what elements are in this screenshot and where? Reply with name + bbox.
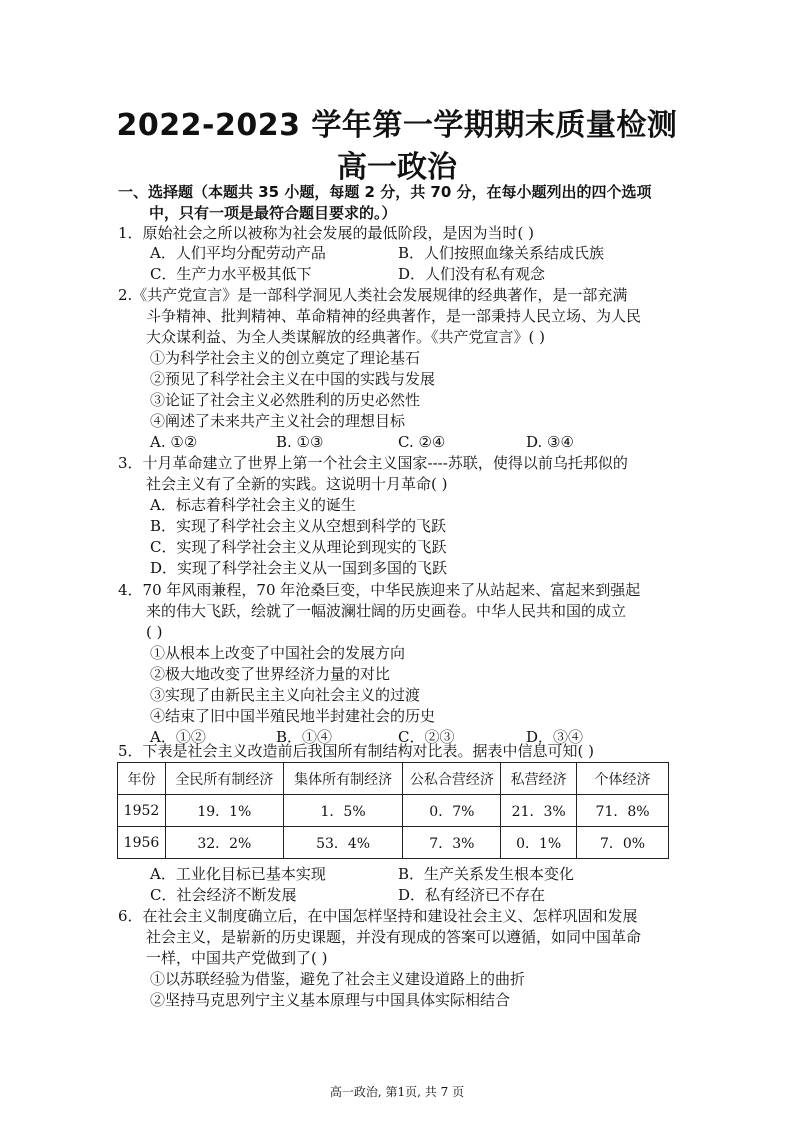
table-cell: 53．4% xyxy=(283,827,403,859)
q4-statement-4: ④结束了旧中国半殖民地半封建社会的历史 xyxy=(150,707,436,725)
q6-statement-2: ②坚持马克思列宁主义基本原理与中国具体实际相结合 xyxy=(150,991,511,1009)
q4-option-a: A．①② xyxy=(150,728,206,746)
table-cell: 7．3% xyxy=(403,827,501,859)
q5-option-d: D．私有经济已不存在 xyxy=(398,886,546,904)
section-heading-line2: 中，只有一项是最符合题目要求的。） xyxy=(149,204,397,222)
q2-statement-4: ④阐述了未来共产主义社会的理想目标 xyxy=(150,412,406,430)
table-header-cell: 集体所有制经济 xyxy=(283,763,403,795)
exam-title: 2022-2023 学年第一学期期末质量检测 xyxy=(116,108,678,143)
table-cell: 19．1% xyxy=(165,795,283,827)
q3-option-d: D．实现了科学社会主义从一国到多国的飞跃 xyxy=(150,559,448,577)
q1-option-c: C．生产力水平极其低下 xyxy=(150,265,312,283)
table-cell: 1956 xyxy=(118,827,166,859)
q4-statement-1: ①从根本上改变了中国社会的发展方向 xyxy=(150,644,406,662)
q4-statement-3: ③实现了由新民主主义向社会主义的过渡 xyxy=(150,686,421,704)
section-heading xyxy=(118,182,678,224)
table-cell: 1952 xyxy=(118,795,166,827)
q5-option-b: B．生产关系发生根本变化 xyxy=(398,865,575,883)
table-cell: 21．3% xyxy=(501,795,577,827)
subject-title: 高一政治 xyxy=(337,150,457,185)
table-row xyxy=(118,795,669,827)
q5-option-c: C．社会经济不断发展 xyxy=(150,886,297,904)
q3-option-b: B．实现了科学社会主义从空想到科学的飞跃 xyxy=(150,517,447,535)
table-header-cell: 全民所有制经济 xyxy=(165,763,283,795)
q6-stem-line2: 社会主义，是崭新的历史课题，并没有现成的答案可以遵循，如同中国革命 xyxy=(146,928,642,946)
q1-option-b: B．人们按照血缘关系结成氏族 xyxy=(398,244,605,262)
table-row xyxy=(118,827,669,859)
q2-statement-2: ②预见了科学社会主义在中国的实践与发展 xyxy=(150,370,436,388)
table-cell: 0．1% xyxy=(501,827,577,859)
q4-option-c: C．②③ xyxy=(398,728,455,746)
table-cell: 7．0% xyxy=(577,827,669,859)
table-cell: 32．2% xyxy=(165,827,283,859)
q2-option-d: D. ③④ xyxy=(526,433,574,451)
table-header-cell: 年份 xyxy=(118,763,166,795)
q6-statement-1: ①以苏联经验为借鉴，避免了社会主义建设道路上的曲折 xyxy=(150,970,526,988)
q4-stem-line3: ( ) xyxy=(146,623,163,641)
q3-stem-line1: 3．十月革命建立了世界上第一个社会主义国家----苏联，使得以前乌托邦似的 xyxy=(118,454,628,472)
q6-stem-line1: 6．在社会主义制度确立后，在中国怎样坚持和建设社会主义、怎样巩固和发展 xyxy=(118,907,638,925)
table-cell: 1．5% xyxy=(283,795,403,827)
q1-stem: 1．原始社会之所以被称为社会发展的最低阶段，是因为当时( ) xyxy=(118,224,535,242)
q2-stem-line3: 大众谋利益、为全人类谋解放的经典著作。《共产党宣言》( ) xyxy=(146,328,545,346)
page-footer: 高一政治, 第1页, 共 7 页 xyxy=(329,1085,465,1099)
q4-stem-line2: 来的伟大飞跃，绘就了一幅波澜壮阔的历史画卷。中华人民共和国的成立 xyxy=(146,602,627,620)
table-cell: 71．8% xyxy=(577,795,669,827)
q5-stem: 5．下表是社会主义改造前后我国所有制结构对比表。据表中信息可知( ) xyxy=(118,742,595,760)
q1-option-d: D．人们没有私有观念 xyxy=(398,265,546,283)
q2-statement-3: ③论证了社会主义必然胜利的历史必然性 xyxy=(150,391,421,409)
q4-statement-2: ②极大地改变了世界经济力量的对比 xyxy=(150,665,391,683)
q3-option-c: C．实现了科学社会主义从理论到现实的飞跃 xyxy=(150,538,447,556)
q3-option-a: A．标志着科学社会主义的诞生 xyxy=(150,496,356,514)
q2-stem-line2: 斗争精神、批判精神、革命精神的经典著作，是一部秉持人民立场、为人民 xyxy=(146,307,642,325)
q2-stem-line1: 2.《共产党宣言》是一部科学洞见人类社会发展规律的经典著作，是一部充满 xyxy=(118,286,628,304)
table-header-cell: 公私合营经济 xyxy=(403,763,501,795)
q5-option-a: A．工业化目标已基本实现 xyxy=(150,865,326,883)
q4-option-d: D．③④ xyxy=(526,728,584,746)
q1-option-a: A．人们平均分配劳动产品 xyxy=(150,244,326,262)
q4-option-b: B．①④ xyxy=(276,728,333,746)
ownership-table xyxy=(117,762,669,859)
q2-statement-1: ①为科学社会主义的创立奠定了理论基石 xyxy=(150,349,421,367)
table-header-cell: 私营经济 xyxy=(501,763,577,795)
table-header-cell: 个体经济 xyxy=(577,763,669,795)
q2-option-a: A. ①② xyxy=(150,433,198,451)
q2-option-b: B. ①③ xyxy=(276,433,324,451)
q4-stem-line1: 4．70 年风雨兼程，70 年沧桑巨变，中华民族迎来了从站起来、富起来到强起 xyxy=(118,581,641,599)
q3-stem-line2: 社会主义有了全新的实践。这说明十月革命( ) xyxy=(146,475,448,493)
section-heading-line1: 一、选择题（本题共 35 小题，每题 2 分，共 70 分，在每小题列出的四个选项 xyxy=(118,183,652,201)
q6-stem-line3: 一样，中国共产党做到了( ) xyxy=(146,949,328,967)
q2-option-c: C. ②④ xyxy=(398,433,446,451)
table-header-row xyxy=(118,763,669,795)
table-cell: 0．7% xyxy=(403,795,501,827)
